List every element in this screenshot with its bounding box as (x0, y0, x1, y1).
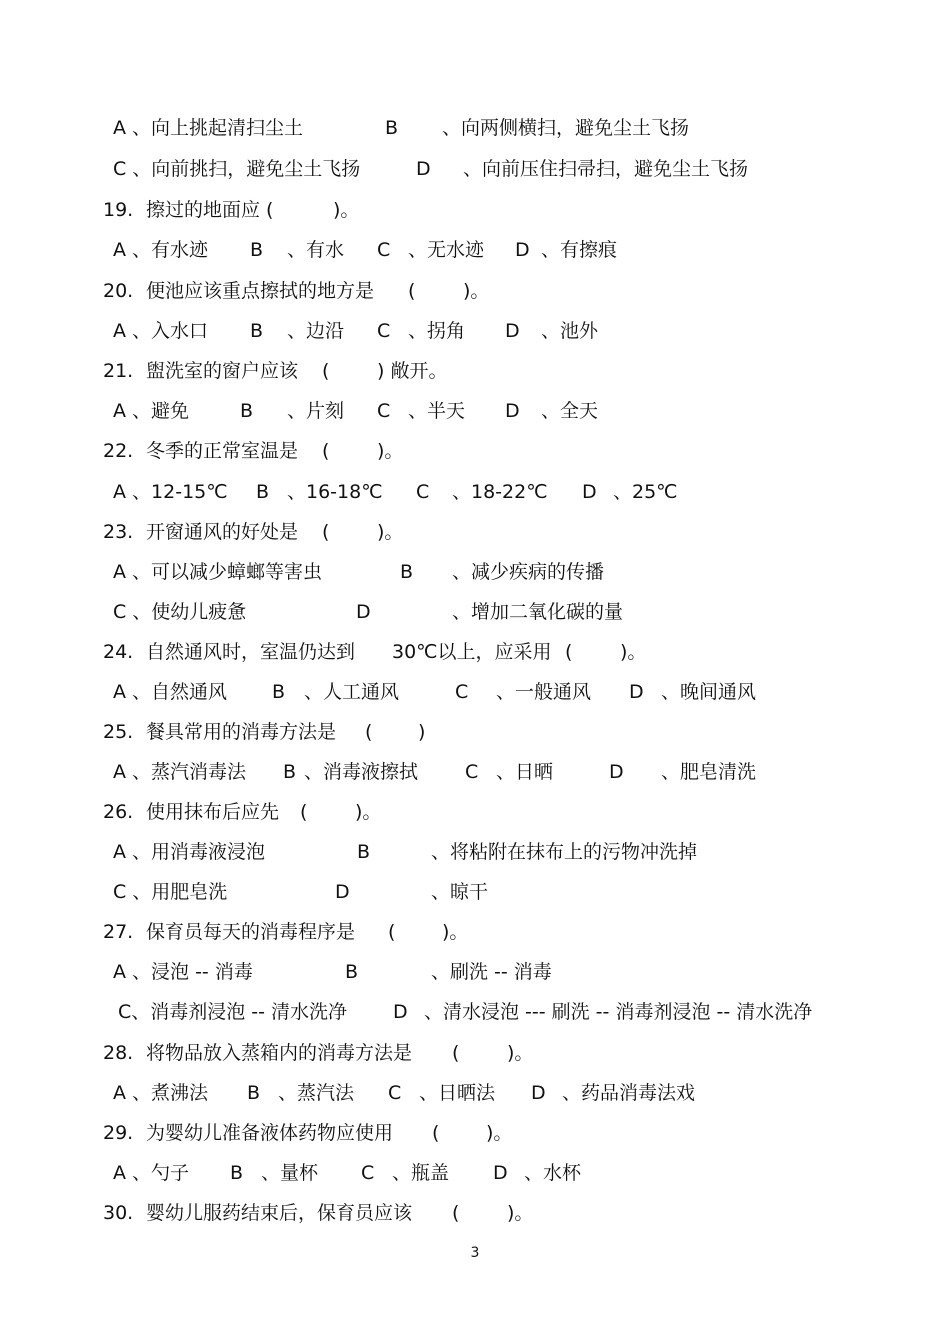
text-segment: ( (565, 641, 573, 663)
text-segment: B (357, 841, 371, 863)
text-segment: 、晾干 (431, 881, 489, 903)
text-segment: 、减少疾病的传播 (452, 561, 605, 583)
text-segment: 、拐角 (408, 320, 466, 342)
text-segment: ( (408, 280, 416, 302)
text-segment: 、边沿 (287, 320, 345, 342)
text-segment: C 、用肥皂洗 (113, 881, 228, 903)
text-segment: 28. (103, 1042, 134, 1064)
text-segment: 、晚间通风 (661, 681, 757, 703)
text-segment: 、一般通风 (496, 681, 592, 703)
text-segment: 、片刻 (287, 400, 345, 422)
text-segment: C 、使幼儿疲惫 (113, 601, 247, 623)
text-segment: ( (452, 1202, 460, 1224)
text-segment: D (416, 158, 431, 180)
text-segment: 、日晒法 (419, 1082, 496, 1104)
page-number: 3 (470, 1245, 480, 1261)
text-segment: D (356, 601, 371, 623)
text-segment: 、瓶盖 (392, 1162, 450, 1184)
text-segment: )。 (355, 801, 382, 823)
text-segment: )。 (620, 641, 647, 663)
text-segment: 、消毒液擦拭 (304, 761, 419, 783)
text-segment: 、日晒 (496, 761, 554, 783)
text-segment: 、肥皂清洗 (661, 761, 757, 783)
text-segment: D (629, 681, 644, 703)
text-segment: A 、煮沸法 (113, 1082, 209, 1104)
text-segment: 保育员每天的消毒程序是 (146, 921, 356, 943)
text-segment: )。 (333, 199, 360, 221)
text-segment: A 、有水迹 (113, 239, 209, 261)
text-segment: 20. (103, 280, 134, 302)
text-segment: ) (418, 721, 426, 743)
text-segment: 、将粘附在抹布上的污物冲洗掉 (431, 841, 698, 863)
text-segment: D (493, 1162, 508, 1184)
text-segment: B (385, 117, 399, 139)
text-segment: A 、勺子 (113, 1162, 190, 1184)
text-segment: 冬季的正常室温是 (146, 440, 299, 462)
text-segment: 、半天 (408, 400, 466, 422)
text-segment: 26. (103, 801, 134, 823)
text-segment: ( (322, 440, 330, 462)
text-segment: )。 (442, 921, 469, 943)
text-segment: A 、入水口 (113, 320, 209, 342)
text-segment: 24. (103, 641, 134, 663)
text-segment: ( (322, 360, 330, 382)
text-segment: C、消毒剂浸泡 -- 清水洗净 (118, 1001, 348, 1023)
text-segment: 婴幼儿服药结束后，保育员应该 (146, 1202, 413, 1224)
text-segment: D (505, 400, 520, 422)
text-segment: )。 (377, 521, 404, 543)
text-segment: 、清水浸泡 --- 刷洗 -- 消毒剂浸泡 -- 清水洗净 (424, 1001, 813, 1023)
text-segment: 将物品放入蒸箱内的消毒方法是 (146, 1042, 413, 1064)
text-segment: B (400, 561, 414, 583)
text-segment: ) 敞开。 (377, 360, 448, 382)
text-segment: B (250, 320, 264, 342)
text-segment: )。 (377, 440, 404, 462)
text-segment: 擦过的地面应 ( (146, 199, 274, 221)
text-segment: D (515, 239, 530, 261)
text-segment: 23. (103, 521, 134, 543)
text-segment: D (335, 881, 350, 903)
text-segment: ( (300, 801, 308, 823)
text-segment: A 、蒸汽消毒法 (113, 761, 247, 783)
text-segment: 、人工通风 (304, 681, 400, 703)
text-segment: C (361, 1162, 375, 1184)
text-segment: ( (388, 921, 396, 943)
text-segment: 自然通风时，室温仍达到 (146, 641, 356, 663)
text-segment: D (609, 761, 624, 783)
text-segment: 、药品消毒法戏 (562, 1082, 696, 1104)
text-segment: B (230, 1162, 244, 1184)
text-segment: A 、可以减少蟑螂等害虫 (113, 561, 323, 583)
text-segment: B (272, 681, 286, 703)
text-segment: 25. (103, 721, 134, 743)
text-segment: 、向前压住扫帚扫，避免尘土飞扬 (463, 158, 749, 180)
text-segment: D (582, 481, 597, 503)
text-segment: 、无水迹 (408, 239, 485, 261)
text-segment: ( (452, 1042, 460, 1064)
text-segment: C (377, 320, 391, 342)
text-segment: C (416, 481, 430, 503)
text-segment: ( (432, 1122, 440, 1144)
text-segment: A 、浸泡 -- 消毒 (113, 961, 253, 983)
text-segment: ( (322, 521, 330, 543)
text-segment: B (256, 481, 270, 503)
text-segment: 使用抹布后应先 (146, 801, 280, 823)
text-segment: C (377, 239, 391, 261)
text-segment: C (377, 400, 391, 422)
text-segment: 、有水 (287, 239, 345, 261)
text-segment: 、量杯 (261, 1162, 319, 1184)
text-segment: 21. (103, 360, 134, 382)
text-segment: A 、用消毒液浸泡 (113, 841, 266, 863)
text-segment: A 、12-15℃ (113, 481, 228, 503)
text-segment: )。 (463, 280, 490, 302)
text-segment: 、全天 (541, 400, 599, 422)
text-segment: 、池外 (541, 320, 599, 342)
text-segment: 、向两侧横扫，避免尘土飞扬 (442, 117, 690, 139)
text-segment: 、18-22℃ (452, 481, 548, 503)
text-segment: 为婴幼儿准备液体药物应使用 (146, 1122, 394, 1144)
text-segment: D (393, 1001, 408, 1023)
text-segment: 、25℃ (613, 481, 678, 503)
text-segment: B (240, 400, 254, 422)
text-segment: 、16-18℃ (287, 481, 383, 503)
text-segment: 、刷洗 -- 消毒 (431, 961, 552, 983)
text-segment: 29. (103, 1122, 134, 1144)
text-segment: 餐具常用的消毒方法是 (146, 721, 337, 743)
text-segment: B (283, 761, 297, 783)
text-segment: 开窗通风的好处是 (146, 521, 299, 543)
text-segment: 27. (103, 921, 134, 943)
text-segment: 22. (103, 440, 134, 462)
text-segment: D (531, 1082, 546, 1104)
text-segment: )。 (507, 1042, 534, 1064)
text-segment: 、水杯 (524, 1162, 582, 1184)
text-segment: )。 (486, 1122, 513, 1144)
text-segment: C (388, 1082, 402, 1104)
text-segment: 、有擦痕 (541, 239, 618, 261)
text-segment: A 、向上挑起清扫尘土 (113, 117, 304, 139)
text-segment: D (505, 320, 520, 342)
text-segment: B (247, 1082, 261, 1104)
text-segment: 30. (103, 1202, 134, 1224)
text-segment: 、蒸汽法 (278, 1082, 355, 1104)
text-segment: )。 (507, 1202, 534, 1224)
text-segment: A 、避免 (113, 400, 190, 422)
text-segment: B (345, 961, 359, 983)
text-segment: C (455, 681, 469, 703)
text-segment: 19. (103, 199, 134, 221)
text-segment: C (465, 761, 479, 783)
text-segment: 盥洗室的窗户应该 (146, 360, 299, 382)
text-segment: 便池应该重点擦拭的地方是 (146, 280, 375, 302)
text-segment: 、增加二氧化碳的量 (452, 601, 624, 623)
text-segment: ( (365, 721, 373, 743)
text-segment: B (250, 239, 264, 261)
text-segment: 30℃以上，应采用 (392, 641, 552, 663)
text-segment: C 、向前挑扫，避免尘土飞扬 (113, 158, 361, 180)
text-segment: A 、自然通风 (113, 681, 228, 703)
